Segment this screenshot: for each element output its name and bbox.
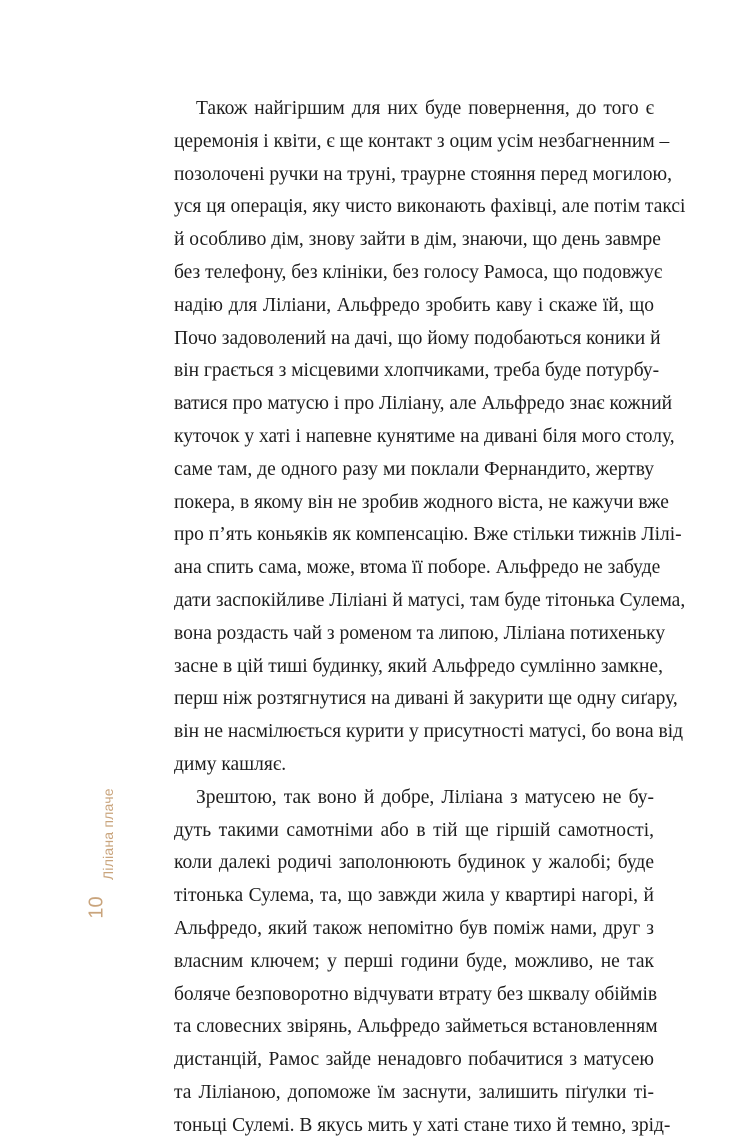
text-line: дистанцій, Рамос зайде ненадовго побачитися з матусею: [174, 1049, 654, 1071]
text-line: тоньці Сулемі. В якусь мить у хаті стане тихо й темно, зрід-: [174, 1114, 671, 1136]
text-line: дуть такими самотніми або в тій ще гіршій самотності,: [174, 819, 654, 841]
text-line: Альфредо, який також непомітно був поміж нами, друг з: [174, 917, 654, 939]
text-line: куточок у хаті і напевне кунятиме на дивані біля мого столу,: [174, 425, 675, 447]
text-line: перш ніж розтягнутися на дивані й закурити ще одну сиґару,: [174, 688, 678, 710]
text-line: надію для Ліліани, Альфредо зробить каву і скаже їй, що: [174, 294, 654, 316]
text-line: він не насмілюється курити у присутності матусі, бо вона від: [174, 721, 684, 743]
text-line: засне в цій тиші будинку, який Альфредо сумлінно замкне,: [174, 655, 663, 677]
text-line: уся ця операція, яку чисто виконають фахівці, але потім таксі: [174, 196, 686, 218]
page-number: 10: [85, 896, 108, 919]
text-line: покера, в якому він не зробив жодного віста, не кажучи вже: [174, 491, 669, 513]
running-header: [80, 690, 120, 920]
text-line: вона роздасть чай з роменом та липою, Ліліана потихеньку: [174, 622, 666, 644]
text-line: ватися про матусю і про Ліліану, але Альфредо знає кожний: [174, 393, 673, 415]
text-line: та словесних звірянь, Альфредо займеться встановленням: [174, 1016, 658, 1038]
text-line: та Ліліаною, допоможе їм заснути, залишить піґулки ті-: [174, 1081, 654, 1103]
text-line: позолочені ручки на труні, траурне стояння перед могилою,: [174, 163, 672, 185]
text-line: про п’ять коньяків як компенсацію. Вже стільки тижнів Лілі-: [174, 524, 682, 546]
text-line: власним ключем; у перші години буде, можливо, не так: [174, 950, 654, 972]
text-line: тітонька Сулема, та, що завжди жила у квартирі нагорі, й: [174, 885, 654, 907]
text-line: боляче безповоротно відчувати втрату без шквалу обіймів: [174, 983, 658, 1005]
text-line: він грається з місцевими хлопчиками, треба буде потурбу-: [174, 360, 660, 382]
text-line: без телефону, без клініки, без голосу Рамоса, що подовжує: [174, 261, 663, 283]
text-line: Також найгіршим для них буде повернення, до того є: [196, 98, 654, 119]
text-line: саме там, де одного разу ми поклали Фернандито, жертву: [174, 458, 654, 480]
running-title: Ліліана плаче: [100, 788, 116, 880]
text-line: ана спить сама, може, втома її поборе. Альфредо не забуде: [174, 557, 661, 579]
text-line: коли далекі родичі заполонюють будинок у жалобі; буде: [174, 852, 654, 874]
text-line: церемонія і квіти, є ще контакт з оцим усім незбагненним –: [174, 130, 670, 152]
body-text: [174, 93, 686, 1143]
text-line: Почо задоволений на дачі, що йому подобаються коники й: [174, 327, 661, 349]
text-line: й особливо дім, знову зайти в дім, знаючи, що день завмре: [174, 229, 661, 251]
text-line: Зрештою, так воно й добре, Ліліана з матусею не бу-: [196, 786, 654, 808]
text-line: дати заспокійливе Ліліані й матусі, там буде тітонька Сулема,: [174, 589, 686, 611]
text-line: диму кашляє.: [174, 753, 287, 775]
